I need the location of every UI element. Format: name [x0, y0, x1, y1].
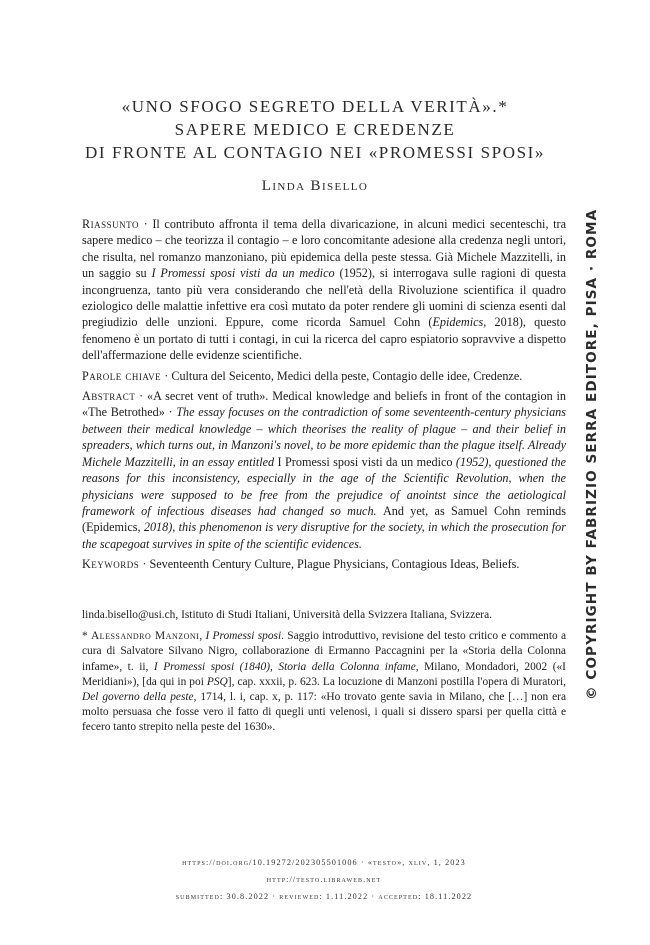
footnote-author: Alessandro Manzoni	[90, 630, 200, 643]
abstract-lead: · «A secret vent of truth». Medical knowledge and beliefs in front of the contagion in «The Betrothed» ·	[82, 389, 566, 420]
keywords-paragraph	[82, 556, 566, 572]
abstract-cited-epidemics: Epidemics	[86, 520, 138, 535]
riassunto-text-2: (1952), si interrogava sulle ragioni di questa incongruenza, tanto più vera considerando che nell'età della Rivoluzione scientifica il quadro eziologico delle malattie infettive era così mutato da poter rendere gli uomini di scienza esenti dal pregiudizio delle unzioni. Eppure, come ricorda Samuel Cohn (	[82, 266, 566, 330]
footnote-seg-1: . Saggio introduttivo, revisione del testo critico e commento a cura di Salvatore Silvano Nigro, collaborazione di Ermanno Paccagnini per la «Storia della Colonna infame», t. ii,	[82, 630, 567, 673]
parole-chiave-paragraph	[82, 368, 566, 384]
abstract-roman-yet: And yet, as Samuel Cohn reminds (	[82, 503, 566, 535]
copyright-text: © COPYRIGHT BY FABRIZIO SERRA EDITORE, PISA · ROMA	[584, 208, 600, 700]
footnote-work-4: PSQ	[206, 675, 228, 688]
footnote-seg-5: , 1714, l. i, cap. x, p. 117: «Ho trovato gente savia in Milano, che […] non era molto persuasa che fosse vero il fatto di quegli unti velenosi, i quali si dissero sparsi per quella città e fecero tanto strepito nella peste del 1630».	[82, 691, 566, 734]
riassunto-paragraph	[82, 216, 566, 364]
riassunto-text-3: , 2018), questo fenomeno è un portato di tutti i contagi, in cui la ricerca del capro espiatorio sopravvive a dispetto dell'affermazione delle evidenze scientifiche.	[82, 315, 566, 363]
footnotes-section	[82, 608, 566, 736]
journal-url: http://testo.libraweb.net	[266, 875, 382, 884]
footnote-work-5: Del governo della peste	[82, 691, 194, 704]
copyright-notice	[577, 210, 607, 700]
riassunto-label: Riassunto	[82, 217, 139, 231]
imprint-block	[82, 854, 566, 905]
parole-chiave-label: Parole chiave	[82, 368, 162, 383]
submission-dates: submitted: 30.8.2022 · reviewed: 1.11.2022 · accepted: 18.11.2022	[175, 892, 473, 901]
abstract-section	[82, 216, 566, 577]
riassunto-cited-title: I Promessi sposi visti da un medico	[151, 266, 335, 281]
author-name: Linda Bisello	[261, 178, 369, 194]
keywords-text: · Seventeenth Century Culture, Plague Physicians, Contagious Ideas, Beliefs.	[139, 557, 520, 572]
footnote-seg-2: ,	[270, 660, 279, 673]
riassunto-text-1: · Il contributo affronta il tema della divaricazione, in alcuni medici secenteschi, tra sapere medico – che teorizza il contagio – e loro concomitante adesione alla credenza negli untori, che risulta, nel romanzo manzoniano, più epidemica della peste stessa. Già Michele Mazzitelli, in un saggio su	[82, 217, 566, 281]
footnote-star-marker: *	[82, 630, 91, 643]
abstract-italic-1: The essay focuses on the contradiction of some seventeenth-century physicians between their medical knowledge – which theorises the reality of plague – and their belief in spreaders, which turns out, in Manzoni's novel, to be more epidemic than the plague itself. Already Michele Mazzitelli, in an essay entitled	[82, 405, 566, 469]
abstract-label: Abstract	[82, 389, 136, 404]
doi-line: https://doi.org/10.19272/202305501006 · «testo», xliv, 1, 2023	[182, 858, 466, 867]
abstract-paragraph	[82, 388, 566, 552]
riassunto-cited-epidemics: Epidemics	[432, 315, 484, 330]
abstract-italic-2: (1952), questioned the reasons for this inconsistency, especially in the age of the Scientific Revolution, when the physicians were supposed to be free from the prejudice of anointst since the aetiological framework of infectious diseases had changed so much.	[82, 454, 566, 518]
footnote-seg-4: ], cap. xxxii, p. 623. La locuzione di Manzoni postilla l'opera di Muratori,	[227, 675, 566, 688]
article-title-line-1: «UNO SFOGO SEGRETO DELLA VERITÀ».*	[121, 97, 509, 116]
footnote-work-3: Storia della Colonna infame	[278, 660, 416, 673]
footnote-work-1: I Promessi sposi	[205, 630, 282, 643]
keywords-label: Keywords	[82, 557, 140, 572]
parole-chiave-text: · Cultura del Seicento, Medici della peste, Contagio delle idee, Credenze.	[161, 368, 523, 383]
article-title-block	[60, 95, 570, 195]
footnote-work-2: I Promessi sposi (1840)	[153, 660, 271, 673]
footnote-seg-3: , Milano, Mondadori, 2002 («I Meridiani»), [da qui in poi	[82, 660, 566, 688]
article-title-line-3: DI FRONTE AL CONTAGIO NEI «PROMESSI SPOSI»	[84, 143, 546, 162]
article-title-line-2: SAPERE MEDICO E CREDENZE	[174, 120, 456, 139]
star-footnote	[82, 629, 566, 735]
abstract-cited-title: I Promessi sposi visti da un medico	[277, 454, 453, 469]
author-affiliation-note: linda.bisello@usi.ch, Istituto di Studi Italiani, Università della Svizzera Italiana, Svizzera.	[82, 609, 493, 621]
abstract-italic-3: , 2018), this phenomenon is very disruptive for the society, in which the prosecution for the scapegoat survives in spite of the scientific evidences.	[82, 520, 566, 551]
footnote-seg-0: ,	[199, 630, 206, 643]
